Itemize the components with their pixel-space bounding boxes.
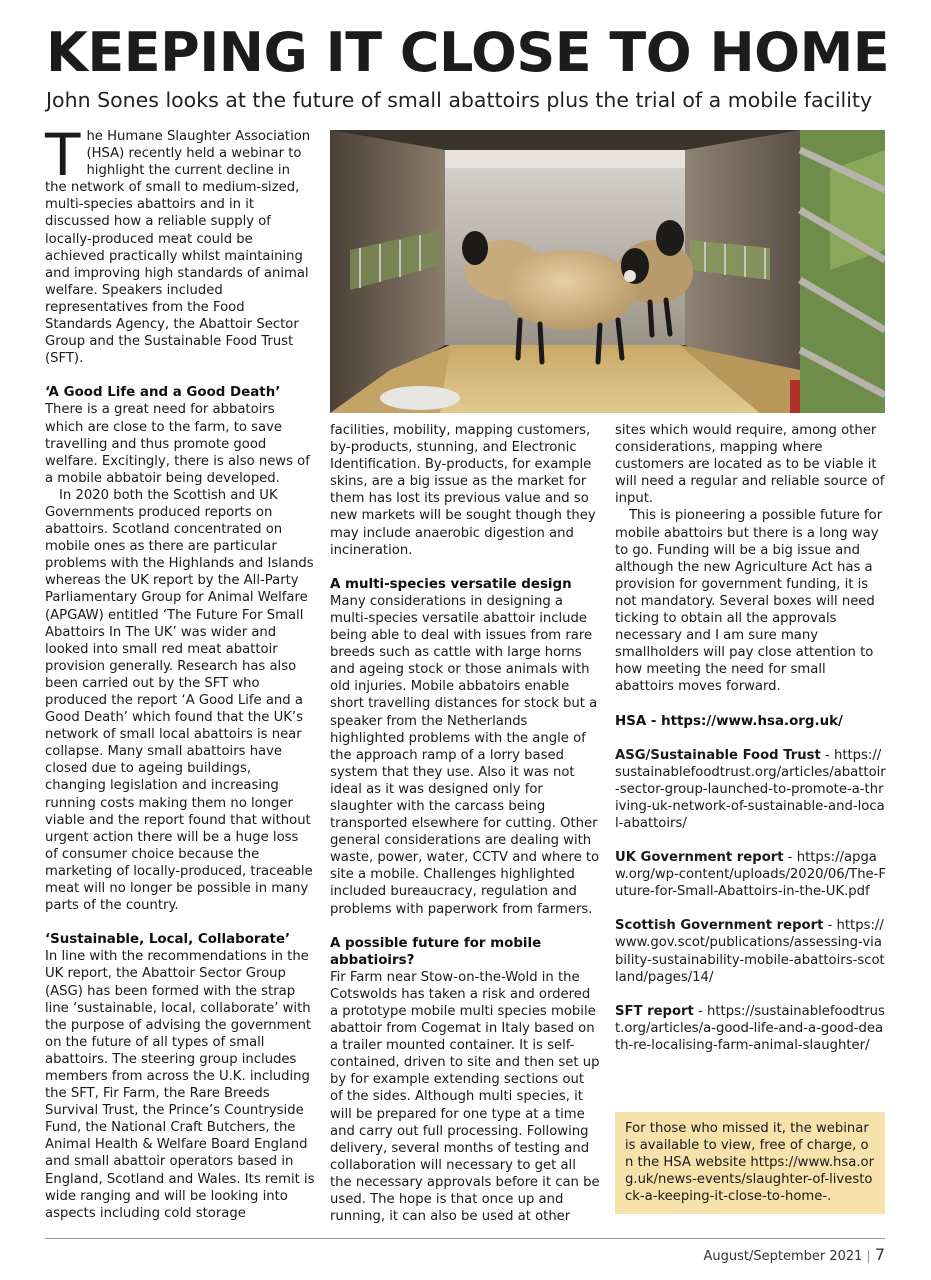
reference-label: UK Government report: [615, 850, 784, 866]
section-heading: A multi-species versatile design: [330, 576, 572, 592]
section-heading: ‘Sustainable, Local, Collaborate’: [45, 932, 291, 948]
footer-separator: |: [866, 1249, 871, 1264]
reference-sft: SFT report - https://sustainablefoodtrust.org/articles/a-good-life-and-a-good-death-re-localising-farm-animal-slaughter/: [615, 1003, 885, 1053]
reference-url[interactable]: https://www.gov.scot/publications/assessing-viability-sustainability-mobile-abattoirs-scotland/pages/14/: [615, 918, 885, 985]
paragraph: Many considerations in designing a multi-species versatile abattoir include being able to deal with issues from rare breeds such as cattle with large horns and ageing stock or those animals with old injuries. Mobile abbatoirs enable short travelling distances for stock but a speaker from the Netherlands highlighted problems with the angle of the approach ramp of a lorry based system that they use. Also it was not ideal as it was designed only for slaughter with the carcass being transported elsewhere for cutting. Other general considerations are dealing with waste, power, water, CCTV and where to site a mobile. Challenges highlighted included bureaucracy, regulation and problems with paperwork from farmers.: [330, 593, 600, 917]
paragraph: facilities, mobility, mapping customers, by-products, stunning, and Electronic Identification. By-products, for example skins, are a big issue as the market for them has lost its previous value and so new markets will be sought though they may include anaerobic digestion and incineration.: [330, 423, 596, 558]
page-footer: [703, 1245, 885, 1264]
article-column-3: [615, 422, 887, 1054]
footer-rule: [45, 1238, 885, 1239]
intro-paragraph: [45, 121, 315, 367]
reference-url[interactable]: https://sustainablefoodtrust.org/articles/a-good-life-and-a-good-death-re-localising-farm-animal-slaughter/: [615, 1003, 885, 1053]
headline: KEEPING IT CLOSE TO HOME: [46, 21, 890, 84]
sheep-in-trailer-photo: [330, 130, 885, 413]
paragraph: There is a great need for abbatoirs which are close to the farm, to save travelling and thus promote good welfare. Excitingly, there is also news of a mobile abbatoir being developed.: [45, 402, 310, 486]
paragraph: In line with the recommendations in the UK report, the Abattoir Sector Group (ASG) has been formed with the strap line ‘sustainable, local, collaborate’ with the purpose of advising the government on the future of all types of small abattoirs. The steering group includes members from across the U.K. including the SFT, Fir Farm, the Rare Breeds Survival Trust, the Prince’s Countryside Fund, the National Craft Butchers, the Animal Health & Welfare Board England and small abattoir operators based in England, Scotland and Wales. Its remit is wide ranging and will be looking into aspects including cold storage: [45, 949, 315, 1221]
reference-url[interactable]: https://apgaw.org/wp-content/uploads/2020/06/The-Future-for-Small-Abattoirs-in-the-UK.pdf: [615, 850, 887, 900]
paragraph: This is pioneering a possible future for mobile abattoirs but there is a long way to go. Funding will be a big issue and although the new Agriculture Act has a provision for government funding, it is not mandatory. Several boxes will need ticking to obtain all the approvals necessary and I am sure many smallholders will pay close attention to how meeting the need for small abattoirs moves forward.: [615, 508, 883, 695]
reference-url[interactable]: https://sustainablefoodtrust.org/articles/abattoir-sector-group-launched-to-promote-a-thriving-uk-network-of-sustainable-and-local-abattoirs/: [615, 747, 886, 831]
reference-label: ASG/Sustainable Food Trust: [615, 747, 821, 763]
reference-scottish-government: Scottish Government report - https://www.gov.scot/publications/assessing-viability-sustainability-mobile-abattoirs-scotland/pages/14/: [615, 918, 885, 985]
article-column-1: [45, 121, 315, 1222]
page-number: 7: [874, 1245, 885, 1264]
paragraph: Fir Farm near Stow-on-the-Wold in the Cotswolds has taken a risk and ordered a prototype mobile multi species mobile abattoir from Cogemat in Italy based on a trailer mounted container. It is self-contained, driven to site and then set up by for example extending sections out of the sides. Although multi species, it will be prepared for one type at a time and carry out full processing. Following delivery, several months of testing and collaboration will necessary to get all the necessary approvals before it can be used. The hope is that once up and running, it can also be used at other: [330, 969, 600, 1225]
paragraph: sites which would require, among other considerations, mapping where customers are located as to be viable it will need a regular and reliable source of input.: [615, 423, 885, 507]
reference-uk-government: UK Government report - https://apgaw.org/wp-content/uploads/2020/06/The-Future-for-Small-Abattoirs-in-the-UK.pdf: [615, 850, 887, 900]
section-heading: ‘A Good Life and a Good Death’: [45, 385, 281, 401]
reference-label: Scottish Government report: [615, 918, 824, 934]
reference-asg: ASG/Sustainable Food Trust - https://sustainablefoodtrust.org/articles/abattoir-sector-group-launched-to-promote-a-thriving-uk-network-of-sustainable-and-local-abattoirs/: [615, 747, 886, 831]
reference-label: SFT report: [615, 1003, 694, 1019]
standfirst: John Sones looks at the future of small abattoirs plus the trial of a mobile facility: [46, 88, 873, 112]
paragraph: In 2020 both the Scottish and UK Governments produced reports on abattoirs. Scotland concentrated on mobile ones as there are particular problems with the Highlands and Islands whereas the UK report by the All-Party Parliamentary Group for Animal Welfare (APGAW) entitled ‘The Future For Small Abattoirs In The UK’ was wider and looked into small red meat abattoir provision generally. Research has also been carried out by the SFT who produced the report ‘A Good Life and a Good Death’ which found that the UK’s network of small local abattoirs is near collapse. Many small abattoirs have closed due to ageing buildings, changing legislation and increasing running costs making them no longer viable and the report found that without urgent action there will be a huge loss of consumer choice because the marketing of locally-produced, traceable meat will no longer be possible in many parts of the country.: [45, 487, 314, 914]
webinar-info-box: [615, 1112, 885, 1214]
webinar-info-text: For those who missed it, the webinar is available to view, free of charge, on the HSA website https://www.hsa.org.uk/news-events/slaughter-of-livestock-a-keeping-it-close-to-home-.: [625, 1121, 875, 1205]
section-heading: A possible future for mobile abbatioirs?: [330, 935, 542, 968]
intro-text: he Humane Slaughter Association (HSA) recently held a webinar to highlight the current decline in the network of small to medium-sized, multi-species abattoirs and in it discussed how a reliable supply of locally-produced meat could be achieved practically whilst maintaining and improving high standards of animal welfare. Speakers included representatives from the Food Standards Agency, the Abattoir Sector Group and the Sustainable Food Trust (SFT).: [45, 129, 311, 367]
article-column-2: [330, 422, 600, 1225]
drop-cap: T: [45, 121, 81, 189]
issue-date: August/September 2021: [703, 1249, 863, 1264]
hsa-link[interactable]: HSA - https://www.hsa.org.uk/: [615, 713, 843, 729]
